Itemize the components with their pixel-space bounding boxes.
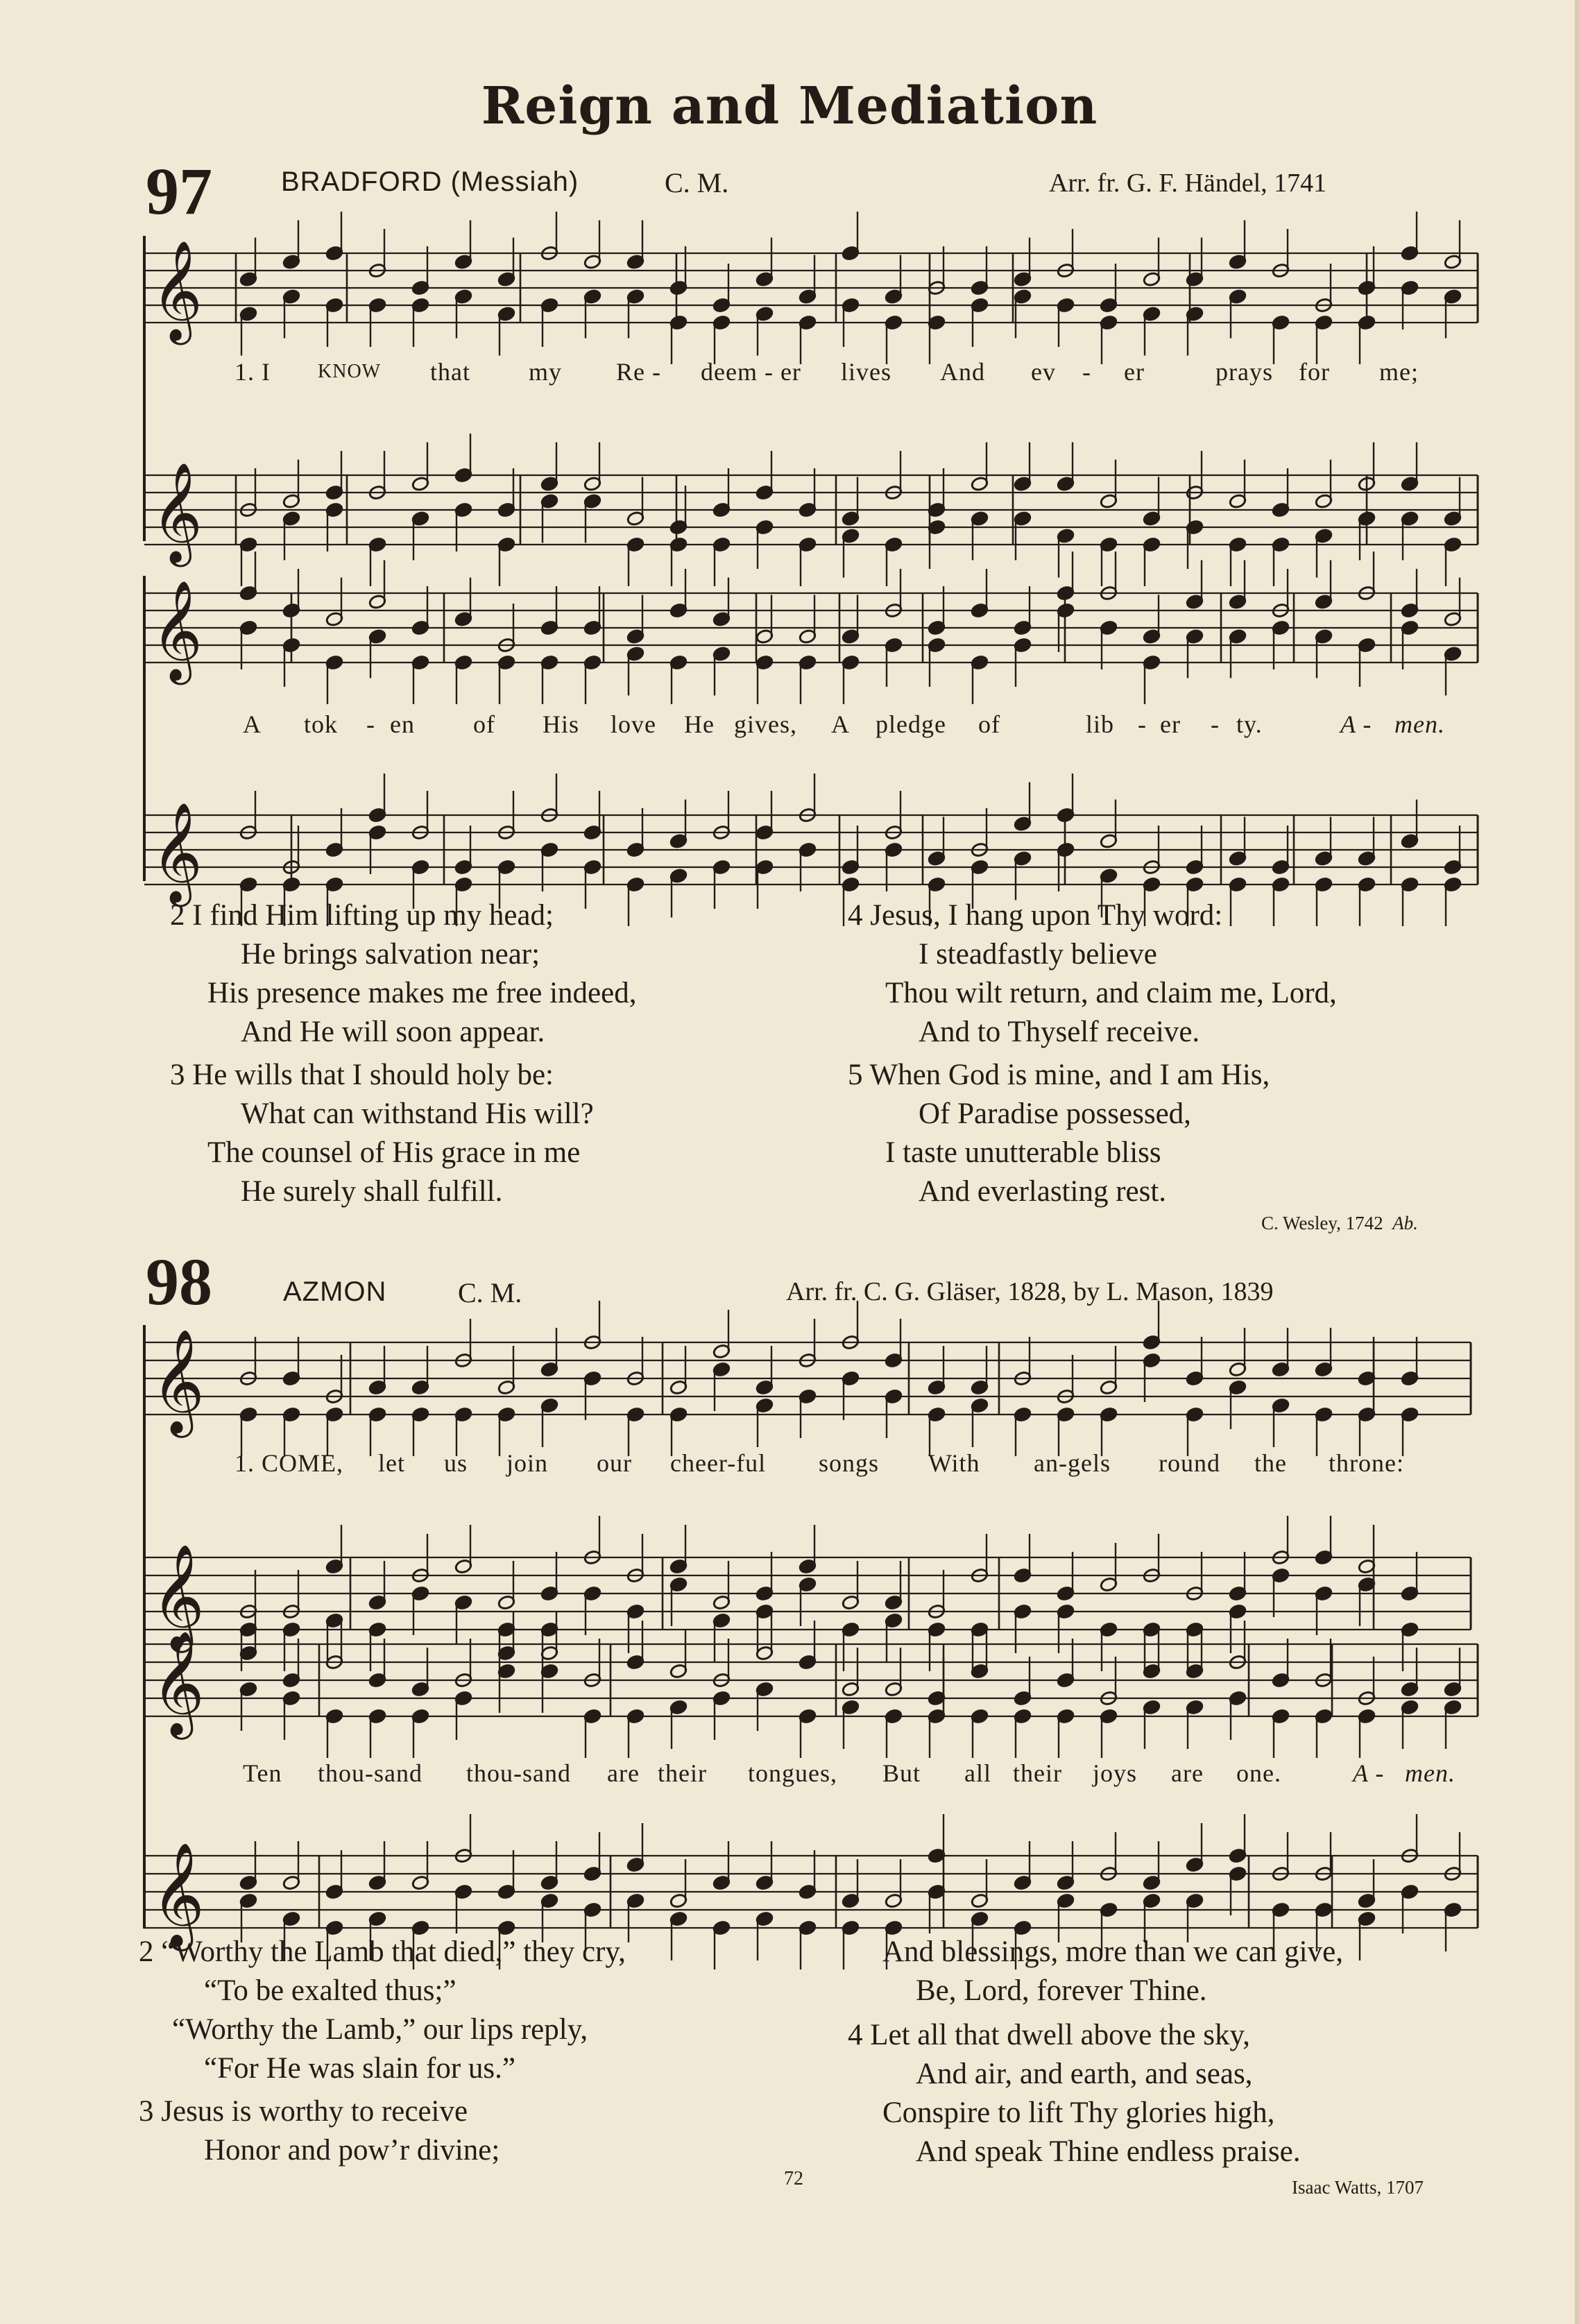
syllable: - [1082,358,1091,386]
verse-line: And to Thyself receive. [919,1016,1200,1048]
stanza-number: 4 [848,899,863,932]
author-97 [1261,1213,1418,1234]
stanza-98-2 [139,1933,626,2088]
syllable: pledge [876,710,946,738]
verse-line: His presence makes me free indeed, [207,977,637,1009]
stanza-98-3-cont [848,1933,1343,2010]
verse-line: What can withstand His will? [241,1097,594,1130]
syllable: that [430,358,470,386]
syllable: A [831,710,850,738]
syllable: 1. I [234,358,271,386]
syllable: of [978,710,1000,738]
composer-97: Arr. fr. G. F. Händel, 1741 [1049,169,1327,198]
syllable: - [366,710,375,738]
meter-97: C. M. [665,167,729,198]
verse-line: He surely shall fulfill. [241,1175,503,1208]
clef-icon: 𝄞 [151,1328,205,1433]
verse-line: Thou wilt return, and claim me, Lord, [885,977,1337,1009]
syllable: - [1138,710,1147,738]
stanza-number: 5 [848,1059,863,1091]
syllable: gives, [734,710,797,738]
syllable: thou-sand [466,1759,571,1787]
verse-line: “Worthy the Lamb,” our lips reply, [172,2013,588,2046]
verse-line: “Worthy the Lamb that died,” they cry, [161,1936,626,1968]
clef-icon: 𝄞 [151,580,203,681]
syllable: tok [304,710,339,738]
verse-line: When God is mine, and I am His, [869,1059,1270,1091]
syllable: er [1160,710,1181,738]
syllable: me; [1379,358,1419,386]
stanza-number: 4 [848,2019,863,2051]
verse-line: And He will soon appear. [241,1016,545,1048]
syllable: A - [1340,710,1372,738]
syllable: are [1171,1759,1204,1787]
stanza-98-4 [848,2016,1301,2171]
stanza-97-5 [848,1056,1270,1211]
syllable: the [1254,1449,1287,1477]
syllable: for [1299,358,1330,386]
syllable: lib [1086,710,1115,738]
syllable: His [543,710,580,738]
page-number: 72 [784,2168,803,2189]
clef-icon: 𝄞 [151,1630,205,1735]
syllable: And [940,358,985,386]
syllable: lives [841,358,891,386]
verse-line: And blessings, more than we can give, [882,1936,1343,1968]
stanza-number: 3 [139,2095,154,2128]
syllable: men. [1394,710,1445,738]
syllable: A - [1353,1759,1385,1787]
syllable: are [607,1759,640,1787]
syllable: He [684,710,715,738]
syllable: joys [1093,1759,1138,1787]
verse-line: “To be exalted thus;” [204,1974,456,2007]
author-mark: Ab. [1392,1213,1418,1233]
syllable: KNOW [318,361,382,382]
syllable: songs [819,1449,880,1477]
verse-line: Conspire to lift Thy glories high, [882,2096,1275,2129]
syllable: With [928,1449,980,1477]
syllable: tongues, [748,1759,837,1787]
hymn-number-98: 98 [146,1245,212,1319]
syllable: one. [1236,1759,1281,1787]
meter-98: C. M. [458,1277,522,1308]
syllable: 1. COME, [234,1449,344,1477]
stanza-97-2 [170,896,636,1052]
composer-98: Arr. fr. C. G. Gläser, 1828, by L. Mason, 1839 [786,1277,1274,1306]
syllable: all [964,1759,991,1787]
syllable: their [658,1759,707,1787]
syllable: ev [1031,358,1056,386]
syllable: join [506,1449,549,1477]
syllable: my [529,358,563,386]
syllable: men. [1405,1759,1456,1787]
syllable: an-gels [1034,1449,1111,1477]
syllable: Re - [616,358,661,386]
stanza-number: 2 [170,899,185,932]
syllable: ty. [1236,710,1263,738]
syllable: let [378,1449,405,1477]
verse-line: I taste unutterable bliss [885,1136,1161,1169]
stanza-97-3 [170,1056,594,1211]
stanza-number: 3 [170,1059,185,1091]
verse-line: Let all that dwell above the sky, [870,2019,1250,2051]
section-title: Reign and Mediation [481,76,1098,136]
syllable: love [611,710,656,738]
verse-line: Be, Lord, forever Thine. [916,1974,1207,2007]
syllable: deem - er [701,358,801,386]
verse-line: And speak Thine endless praise. [916,2135,1301,2168]
syllable: us [444,1449,468,1477]
verse-line: And air, and earth, and seas, [916,2058,1253,2090]
author-98: Isaac Watts, 1707 [1292,2177,1424,2198]
verse-line: Jesus, I hang upon Thy word: [870,899,1223,932]
stanza-97-4 [848,896,1337,1052]
tune-name-98: AZMON [283,1276,387,1307]
author-name: C. Wesley, 1742 [1261,1213,1383,1233]
verse-line: And everlasting rest. [919,1175,1167,1208]
clef-icon: 𝄞 [151,1543,205,1648]
syllable: our [597,1449,632,1477]
syllable: A [243,710,262,738]
clef-icon: 𝄞 [151,462,203,563]
clef-icon: 𝄞 [151,1841,205,1947]
verse-line: He brings salvation near; [241,938,540,971]
syllable: er [1124,358,1145,386]
syllable: cheer-ful [670,1449,767,1477]
syllable: But [882,1759,921,1787]
syllable: round [1159,1449,1220,1477]
verse-line: Of Paradise possessed, [919,1097,1191,1130]
hymn-number-97: 97 [146,154,212,228]
verse-line: He wills that I should holy be: [192,1059,554,1091]
verse-line: I find Him lifting up my head; [192,899,554,932]
syllable: - [1211,710,1220,738]
syllable: throne: [1329,1449,1404,1477]
syllable: of [473,710,495,738]
stanza-number: 2 [139,1936,154,1968]
syllable: en [390,710,415,738]
syllable: prays [1215,358,1273,386]
verse-line: The counsel of His grace in me [207,1136,581,1169]
syllable: thou-sand [318,1759,423,1787]
verse-line: Honor and pow’r divine; [204,2134,500,2167]
tune-name-97: BRADFORD (Messiah) [281,166,579,197]
syllable: their [1013,1759,1062,1787]
verse-line: Jesus is worthy to receive [161,2095,468,2128]
clef-icon: 𝄞 [151,240,203,341]
verse-line: I steadfastly believe [919,938,1157,971]
verse-line: “For He was slain for us.” [204,2052,516,2085]
syllable: Ten [243,1759,282,1787]
stanza-98-3 [139,2092,500,2170]
clef-icon: 𝄞 [151,802,203,903]
